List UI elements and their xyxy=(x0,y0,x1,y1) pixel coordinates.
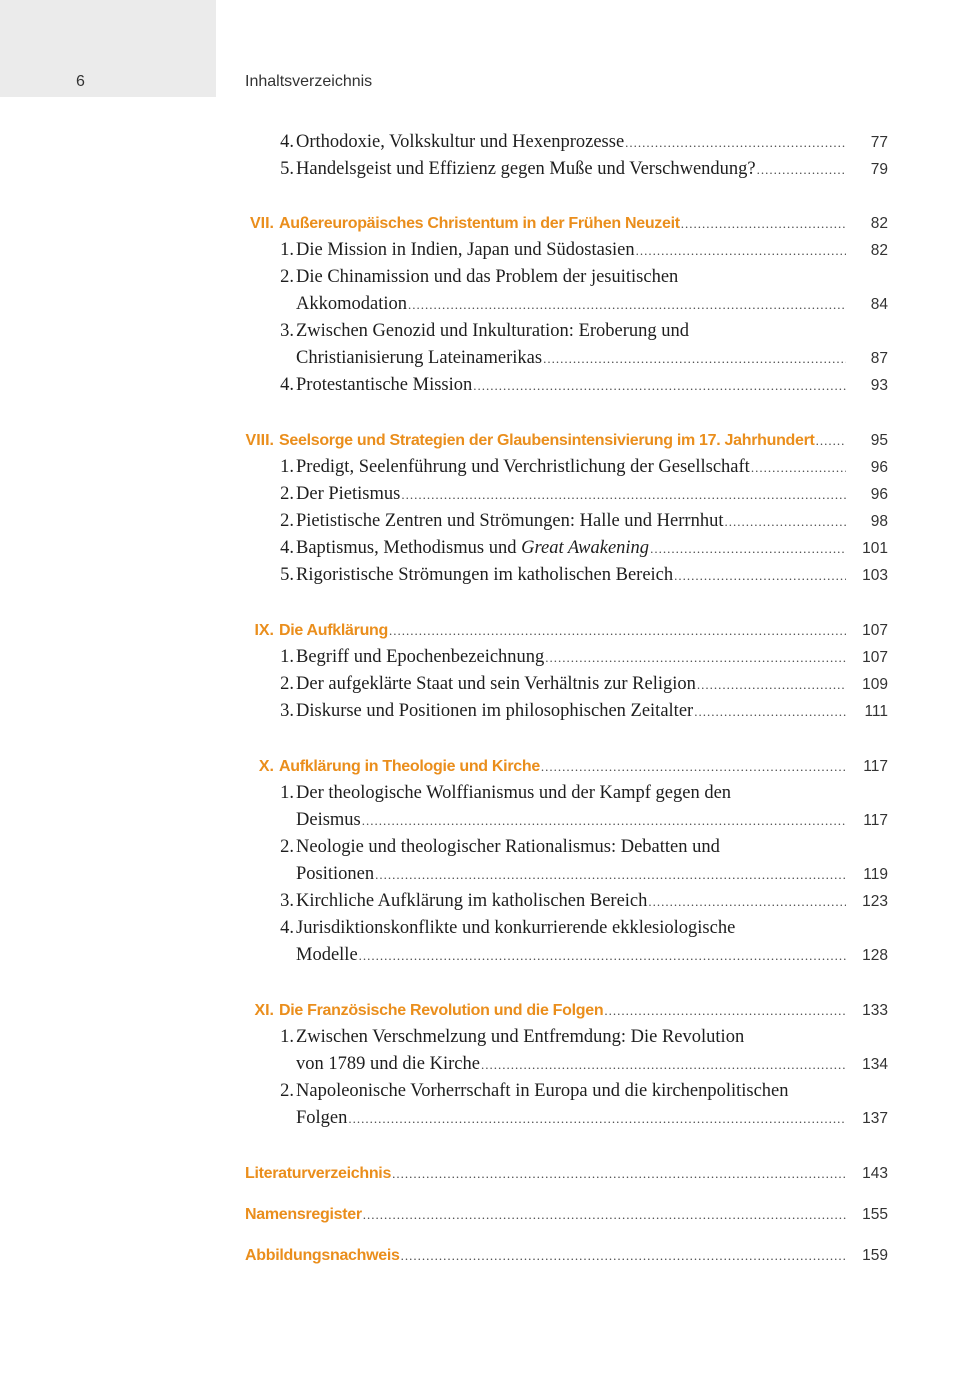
toc-page-number: 107 xyxy=(862,649,888,666)
toc-title-main: Handelsgeist und Effizienz gegen Muße und Verschwendung? xyxy=(296,159,756,179)
dot-leader xyxy=(543,345,846,372)
toc-number: 2. xyxy=(280,484,294,504)
toc-title-main: Deismus xyxy=(296,810,361,830)
dot-leader xyxy=(636,237,846,264)
toc-entry xyxy=(0,508,973,535)
toc-number: 1. xyxy=(280,457,294,477)
toc-title-main: Modelle xyxy=(296,945,358,965)
toc-title-main: Die Aufklärung xyxy=(279,622,388,639)
running-head: Inhaltsverzeichnis xyxy=(245,73,373,90)
toc-number: 3. xyxy=(280,701,294,721)
toc-entry xyxy=(0,264,973,291)
toc-title xyxy=(279,753,846,780)
toc-entry xyxy=(0,888,973,915)
toc-page-number: 159 xyxy=(862,1247,888,1264)
toc-title-text xyxy=(296,454,750,481)
toc-page-number: 93 xyxy=(870,377,888,394)
toc-chapter xyxy=(0,753,973,780)
toc-title xyxy=(296,888,846,915)
toc-title xyxy=(296,942,846,969)
dot-leader xyxy=(816,427,846,454)
toc-title-text xyxy=(296,888,647,915)
toc-title-text xyxy=(296,861,374,888)
toc-title-main: Literaturverzeichnis xyxy=(245,1165,392,1182)
toc-title-main: Namensregister xyxy=(245,1206,362,1223)
toc-number: 1. xyxy=(280,240,294,260)
toc-title-text xyxy=(279,997,603,1024)
toc-title-main: von 1789 und die Kirche xyxy=(296,1054,480,1074)
toc-title-main: Rigoristische Strömungen im katholischen Bereich xyxy=(296,565,674,585)
toc-title xyxy=(296,834,846,861)
toc-title-main: Baptismus, Methodismus und xyxy=(296,538,522,558)
toc-entry xyxy=(0,129,973,156)
toc-page-number: 95 xyxy=(870,432,888,449)
toc-number: X. xyxy=(258,758,274,775)
toc-title xyxy=(296,535,846,562)
dot-leader xyxy=(625,129,846,156)
dot-leader xyxy=(392,1160,846,1187)
toc-title xyxy=(296,671,846,698)
toc-title-main: Protestantische Mission xyxy=(296,375,473,395)
toc-page-number: 137 xyxy=(862,1110,888,1127)
toc-title-main: Akkomodation xyxy=(296,294,407,314)
toc-title xyxy=(296,1051,846,1078)
toc-title xyxy=(296,508,846,535)
toc-entry xyxy=(0,1078,973,1105)
toc-title-text xyxy=(296,237,635,264)
toc-title xyxy=(296,318,846,345)
toc-title-text xyxy=(296,535,649,562)
toc-title-text xyxy=(296,508,723,535)
dot-leader xyxy=(751,454,846,481)
toc-page-number: 87 xyxy=(870,350,888,367)
toc-title-text xyxy=(296,698,693,725)
toc-title-main: Christianisierung Lateinamerikas xyxy=(296,348,543,368)
toc-title xyxy=(296,372,846,399)
toc-entry xyxy=(0,535,973,562)
toc-entry xyxy=(0,1024,973,1051)
toc-entry xyxy=(0,481,973,508)
toc-title-text xyxy=(296,915,735,942)
toc-title-text xyxy=(296,129,624,156)
dot-leader xyxy=(604,997,846,1024)
toc-title-text xyxy=(296,156,756,183)
toc-title xyxy=(279,427,846,454)
toc-entry xyxy=(0,861,973,888)
toc-title xyxy=(296,129,846,156)
toc-entry xyxy=(0,834,973,861)
toc-title xyxy=(296,915,846,942)
toc-title-main: Die Mission in Indien, Japan und Südostasien xyxy=(296,240,635,260)
dot-leader xyxy=(724,508,846,535)
toc-entry xyxy=(0,345,973,372)
toc-title xyxy=(296,780,846,807)
toc-title-main: Neologie und theologischer Rationalismus: Debatten und xyxy=(296,837,720,857)
toc-page-number: 82 xyxy=(870,215,888,232)
toc-title-main: Folgen xyxy=(296,1108,348,1128)
toc-chapter xyxy=(0,210,973,237)
toc-title-main: Der theologische Wolffianismus und der Kampf gegen den xyxy=(296,783,732,803)
dot-leader xyxy=(694,698,846,725)
toc-number: 3. xyxy=(280,891,294,911)
toc-title xyxy=(296,698,846,725)
toc-page-number: 84 xyxy=(870,296,888,313)
toc-page-number: 119 xyxy=(863,866,888,883)
toc-number: XI. xyxy=(254,1002,274,1019)
toc-title-main: Begriff und Epochenbezeichnung xyxy=(296,647,545,667)
toc-number: VII. xyxy=(249,215,274,232)
toc-number: 4. xyxy=(280,918,294,938)
toc-title xyxy=(296,481,846,508)
toc-page-number: 143 xyxy=(862,1165,888,1182)
toc-chapter xyxy=(0,427,973,454)
toc-title xyxy=(296,807,846,834)
toc-title-text xyxy=(296,1051,480,1078)
toc-page-number: 107 xyxy=(862,622,888,639)
toc-page-number: 79 xyxy=(870,161,888,178)
dot-leader xyxy=(545,644,846,671)
toc-title xyxy=(296,237,846,264)
toc-title-main: Die Französische Revolution und die Folgen xyxy=(279,1002,604,1019)
toc-title xyxy=(296,291,846,318)
toc-title-text xyxy=(296,780,731,807)
toc-chapter xyxy=(0,617,973,644)
toc-page-number: 96 xyxy=(870,459,888,476)
toc-title-text xyxy=(245,1160,391,1187)
toc-entry xyxy=(0,915,973,942)
toc-number: 2. xyxy=(280,511,294,531)
toc-title xyxy=(296,345,846,372)
dot-leader xyxy=(650,535,846,562)
toc-title xyxy=(296,861,846,888)
toc-title-main: Napoleonische Vorherrschaft in Europa und die kirchenpolitischen xyxy=(296,1081,789,1101)
toc-title-text xyxy=(279,427,815,454)
toc-number: 1. xyxy=(280,647,294,667)
toc-title-text xyxy=(279,210,680,237)
toc-title xyxy=(279,617,846,644)
toc-page-number: 133 xyxy=(862,1002,888,1019)
dot-leader xyxy=(362,807,846,834)
toc-number: 4. xyxy=(280,132,294,152)
dot-leader xyxy=(541,753,846,780)
toc-entry xyxy=(0,156,973,183)
toc-title-main: Aufklärung in Theologie und Kirche xyxy=(279,758,540,775)
toc-title xyxy=(296,1105,846,1132)
toc-title-text xyxy=(296,644,544,671)
toc-entry xyxy=(0,671,973,698)
toc-title-text xyxy=(279,617,388,644)
toc-entry xyxy=(0,698,973,725)
toc-title xyxy=(296,1024,846,1051)
toc-number: 5. xyxy=(280,565,294,585)
toc-number: VIII. xyxy=(245,432,274,449)
toc-number: 2. xyxy=(280,267,294,287)
toc-backmatter xyxy=(0,1201,973,1228)
toc-title xyxy=(296,454,846,481)
toc-number: 4. xyxy=(280,375,294,395)
toc-title-main: Predigt, Seelenführung und Verchristlichung der Gesellschaft xyxy=(296,457,750,477)
toc-entry xyxy=(0,1105,973,1132)
toc-title-text xyxy=(296,671,696,698)
toc-entry xyxy=(0,372,973,399)
toc-page-number: 77 xyxy=(870,134,888,151)
toc-entry xyxy=(0,1051,973,1078)
toc-title xyxy=(245,1242,846,1269)
dot-leader xyxy=(481,1051,846,1078)
toc-title-main: Außereuropäisches Christentum in der Frühen Neuzeit xyxy=(279,215,680,232)
toc-title-text xyxy=(296,318,689,345)
toc-title xyxy=(245,1160,846,1187)
dot-leader xyxy=(363,1201,846,1228)
dot-leader xyxy=(401,1242,846,1269)
toc-title-main: Positionen xyxy=(296,864,375,884)
toc-title xyxy=(245,1201,846,1228)
dot-leader xyxy=(681,210,846,237)
toc-page-number: 109 xyxy=(862,676,888,693)
toc-number: IX. xyxy=(254,622,274,639)
toc-page-number: 123 xyxy=(862,893,888,910)
dot-leader xyxy=(375,861,846,888)
toc-entry xyxy=(0,291,973,318)
toc-title-text xyxy=(296,372,472,399)
toc-title xyxy=(296,264,846,291)
dot-leader xyxy=(697,671,846,698)
page-number: 6 xyxy=(76,73,85,90)
toc-title-main: Zwischen Genozid und Inkulturation: Eroberung und xyxy=(296,321,690,341)
toc-title xyxy=(279,997,846,1024)
toc-page-number: 111 xyxy=(864,703,888,720)
toc-title-text xyxy=(296,942,358,969)
toc-number: 2. xyxy=(280,674,294,694)
toc-page-number: 101 xyxy=(862,540,888,557)
toc-title-text xyxy=(296,291,407,318)
toc-title-main: Abbildungsnachweis xyxy=(245,1247,400,1264)
toc-title-text xyxy=(296,1078,789,1105)
toc-title-main: Die Chinamission und das Problem der jesuitischen xyxy=(296,267,679,287)
toc-title-text xyxy=(279,753,540,780)
toc-title-main: Jurisdiktionskonflikte und konkurrierende ekklesiologische xyxy=(296,918,736,938)
toc-number: 1. xyxy=(280,783,294,803)
toc-title-main: Diskurse und Positionen im philosophischen Zeitalter xyxy=(296,701,694,721)
toc-entry xyxy=(0,780,973,807)
toc-title-text xyxy=(245,1242,400,1269)
toc-title-text xyxy=(296,481,400,508)
dot-leader xyxy=(408,291,846,318)
toc-page-number: 134 xyxy=(862,1056,888,1073)
toc-title-main: Zwischen Verschmelzung und Entfremdung: Die Revolution xyxy=(296,1027,745,1047)
dot-leader xyxy=(389,617,846,644)
toc-page-number: 128 xyxy=(862,947,888,964)
toc-entry xyxy=(0,807,973,834)
toc-page-number: 82 xyxy=(870,242,888,259)
toc-title xyxy=(296,1078,846,1105)
toc-title xyxy=(296,156,846,183)
toc-entry xyxy=(0,454,973,481)
toc-title-text xyxy=(245,1201,362,1228)
dot-leader xyxy=(757,156,846,183)
toc-entry xyxy=(0,318,973,345)
toc-title-text xyxy=(296,345,542,372)
toc-entry xyxy=(0,644,973,671)
toc-number: 2. xyxy=(280,1081,294,1101)
toc-chapter xyxy=(0,997,973,1024)
toc-page-number: 155 xyxy=(862,1206,888,1223)
toc-title-main: Orthodoxie, Volkskultur und Hexenprozesse xyxy=(296,132,625,152)
toc-title xyxy=(279,210,846,237)
toc-title xyxy=(296,644,846,671)
toc-page-number: 96 xyxy=(870,486,888,503)
toc-page-number: 117 xyxy=(863,812,888,829)
toc-title-main: Seelsorge und Strategien der Glaubensintensivierung im 17. Jahrhundert xyxy=(279,432,815,449)
toc-number: 3. xyxy=(280,321,294,341)
toc-title-main: Der Pietismus xyxy=(296,484,401,504)
dot-leader xyxy=(648,888,846,915)
toc-title-text xyxy=(296,1105,347,1132)
dot-leader xyxy=(674,562,846,589)
toc-title-main: Kirchliche Aufklärung im katholischen Bereich xyxy=(296,891,648,911)
toc-backmatter xyxy=(0,1160,973,1187)
toc-number: 1. xyxy=(280,1027,294,1047)
toc-title-text xyxy=(296,562,673,589)
toc-title-text xyxy=(296,807,361,834)
toc-title-main: Der aufgeklärte Staat und sein Verhältnis zur Religion xyxy=(296,674,696,694)
toc-entry xyxy=(0,237,973,264)
toc-number: 2. xyxy=(280,837,294,857)
toc-title-italic: Great Awakening xyxy=(521,538,650,558)
dot-leader xyxy=(348,1105,846,1132)
dot-leader xyxy=(359,942,846,969)
toc-number: 4. xyxy=(280,538,294,558)
toc-title-main: Pietistische Zentren und Strömungen: Halle und Herrnhut xyxy=(296,511,724,531)
toc-page-number: 117 xyxy=(863,758,888,775)
dot-leader xyxy=(473,372,846,399)
toc-entry xyxy=(0,942,973,969)
toc-number: 5. xyxy=(280,159,294,179)
toc-page-number: 98 xyxy=(870,513,888,530)
toc-page-number: 103 xyxy=(862,567,888,584)
toc-title-text xyxy=(296,264,678,291)
toc-backmatter xyxy=(0,1242,973,1269)
dot-leader xyxy=(401,481,846,508)
toc-title-text xyxy=(296,834,720,861)
toc-entry xyxy=(0,562,973,589)
toc-title xyxy=(296,562,846,589)
toc-title-text xyxy=(296,1024,744,1051)
